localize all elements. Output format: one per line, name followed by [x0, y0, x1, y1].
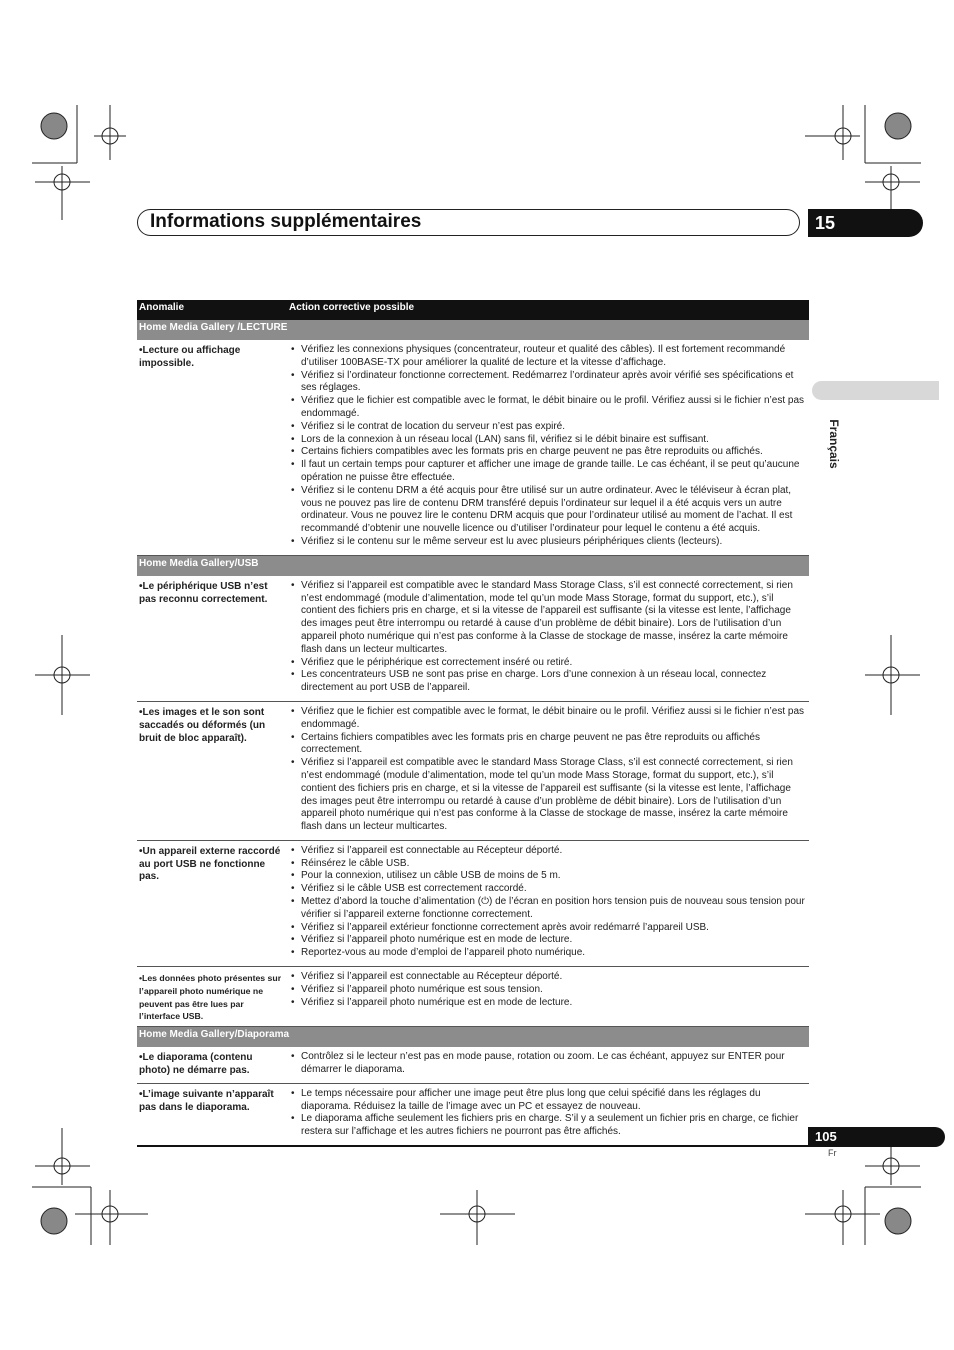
section-title: Home Media Gallery/USB	[137, 555, 809, 576]
table-row	[137, 967, 809, 1027]
table-section-header	[137, 555, 809, 576]
action-list	[289, 706, 807, 834]
problem-cell: •L’image suivante n’apparaît pas dans le diaporama.	[137, 1083, 287, 1146]
column-header-problem: Anomalie	[137, 300, 287, 320]
action-item: • Il faut un certain temps pour capturer et afficher une image de grande taille. Le cas échéant, il se peut qu’aucune opération ne puisse être effectuée.	[301, 459, 807, 485]
action-item: • Vérifiez si le câble USB est correctement raccordé.	[301, 883, 807, 896]
chapter-number: 15	[815, 213, 836, 233]
problem-cell: •Un appareil externe raccordé au port USB ne fonctionne pas.	[137, 840, 287, 966]
action-item: • Le diaporama affiche seulement les fichiers pris en charge. S’il y a seulement un fichier pris en charge, ce fichier restera sur l’affichage et les autres fichiers ne pourront pas être affichés.	[301, 1113, 807, 1139]
table-section-header	[137, 1027, 809, 1048]
table-row	[137, 576, 809, 702]
action-item: • Certains fichiers compatibles avec les formats pris en charge peuvent ne pas être reproduits ou affichés.	[301, 446, 807, 459]
action-item: • Vérifiez que le fichier est compatible avec le format, le débit binaire ou le profil. Vérifiez aussi si le fichier n’est pas endommagé.	[301, 395, 807, 421]
action-item: • Vérifiez si l’appareil photo numérique est sous tension.	[301, 984, 807, 997]
action-cell	[287, 1047, 809, 1083]
problem-cell: •Le périphérique USB n’est pas reconnu correctement.	[137, 576, 287, 702]
action-item: • Vérifiez si l’appareil photo numérique est en mode de lecture.	[301, 997, 807, 1010]
section-title: Home Media Gallery/Diaporama	[137, 1027, 809, 1048]
action-item: • Vérifiez si l’ordinateur fonctionne correctement. Redémarrez l’ordinateur après avoir vérifié ses spécifications et ses réglages.	[301, 370, 807, 396]
action-item: • Vérifiez si l’appareil est compatible avec le standard Mass Storage Class, s’il est connecté correctement, si rien n’est endommagé (module d’alimentation, mode tel qu’un mode Mass Storage, format du support, etc.), s’il contient des fichiers pris en charge, et si la vitesse de l’appareil est suffisante (si la vitesse est lente, l’affichage des images peut être interrompu ou retardé à cause d’un problème de débit binaire). Lors de l’utilisation d’un appareil photo numérique qui n’est pas conforme à la Classe de stockage de masse, insérez la carte mémoire flash dans un lecteur multicartes.	[301, 757, 807, 834]
action-item: • Réinsérez le câble USB.	[301, 858, 807, 871]
action-list	[289, 1088, 807, 1139]
section-title: Home Media Gallery /LECTURE	[137, 320, 809, 340]
column-header-action: Action corrective possible	[287, 300, 809, 320]
language-label: Français	[827, 419, 841, 469]
action-item: • Mettez d’abord la touche d’alimentation (⏻) de l’écran en position hors tension puis de nouveau sous tension pour vérifier si l’appareil externe fonctionne correctement.	[301, 896, 807, 922]
action-item: • Le temps nécessaire pour afficher une image peut être plus long que celui spécifié dans les réglages du diaporama. Réduisez la taille de l’image avec un PC et essayez de nouveau.	[301, 1088, 807, 1114]
action-item: • Pour la connexion, utilisez un câble USB de moins de 5 m.	[301, 870, 807, 883]
action-cell	[287, 967, 809, 1027]
action-list	[289, 971, 807, 1009]
action-item: • Vérifiez si l’appareil photo numérique est en mode de lecture.	[301, 934, 807, 947]
action-cell	[287, 340, 809, 555]
table-row	[137, 340, 809, 555]
action-item: • Vérifiez si l’appareil est connectable au Récepteur déporté.	[301, 845, 807, 858]
action-item: • Vérifiez les connexions physiques (concentrateur, routeur et qualité des câbles). Il est fortement recommandé d’utiliser 100BASE-TX pour améliorer la qualité de lecture et la vitesse d’affichage.	[301, 344, 807, 370]
table-section-header	[137, 320, 809, 340]
action-item: • Certains fichiers compatibles avec les formats pris en charge peuvent ne pas être reproduits ou affichés correctement.	[301, 732, 807, 758]
action-cell	[287, 1083, 809, 1146]
problem-cell: •Les images et le son sont saccadés ou déformés (un bruit de bloc apparaît).	[137, 701, 287, 840]
page-number: 105	[815, 1129, 837, 1144]
action-item: • Les concentrateurs USB ne sont pas prise en charge. Lors d’une connexion à un réseau local, connectez directement au port USB de l’appareil.	[301, 669, 807, 695]
action-list	[289, 344, 807, 549]
action-item: • Lors de la connexion à un réseau local (LAN) sans fil, vérifiez si le débit binaire est suffisant.	[301, 434, 807, 447]
action-item: • Vérifiez que le périphérique est correctement inséré ou retiré.	[301, 657, 807, 670]
action-item: • Vérifiez si l’appareil est connectable au Récepteur déporté.	[301, 971, 807, 984]
language-tab	[812, 381, 939, 400]
table-row	[137, 840, 809, 966]
action-item: • Vérifiez si le contenu DRM a été acquis pour être utilisé sur un autre ordinateur. Avec le téléviseur à écran plat, vous ne pouvez pas lire de contenu DRM transféré depuis l’ordinateur sur lequel il a été acquis vers un autre ordinateur. Vous ne pouvez lire le contenu DRM acquis que pour l’ordinateur utilisé au moment de l’achat. Il est recommandé d’obtenir une nouvelle licence ou d’utiliser l’ordinateur pour lequel le contenu a été acquis.	[301, 485, 807, 536]
table-row	[137, 701, 809, 840]
troubleshooting-table	[137, 300, 809, 1147]
page-language-code: Fr	[828, 1148, 837, 1158]
table-row	[137, 1047, 809, 1083]
action-item: • Vérifiez si le contrat de location du serveur n’est pas expiré.	[301, 421, 807, 434]
action-list	[289, 580, 807, 695]
action-list	[289, 1051, 807, 1077]
action-list	[289, 845, 807, 960]
action-cell	[287, 576, 809, 702]
action-cell	[287, 840, 809, 966]
page-title: Informations supplémentaires	[150, 211, 422, 232]
action-item: • Reportez-vous au mode d’emploi de l’appareil photo numérique.	[301, 947, 807, 960]
problem-cell: •Le diaporama (contenu photo) ne démarre pas.	[137, 1047, 287, 1083]
action-item: • Vérifiez si l’appareil est compatible avec le standard Mass Storage Class, s’il est connecté correctement, si rien n’est endommagé (module d’alimentation, mode tel qu’un mode Mass Storage, format du support, etc.), s’il contient des fichiers pris en charge, et si la vitesse de l’appareil est suffisante (si la vitesse est lente, l’affichage des images peut être interrompu ou retardé à cause d’un problème de débit binaire). Lors de l’utilisation d’un appareil photo numérique qui n’est pas conforme à la Classe de stockage de masse, insérez la carte mémoire flash dans un lecteur multicartes.	[301, 580, 807, 657]
action-item: • Vérifiez si le contenu sur le même serveur est lu avec plusieurs périphériques clients (lecteurs).	[301, 536, 807, 549]
problem-cell: •Lecture ou affichage impossible.	[137, 340, 287, 555]
table-header-row	[137, 300, 809, 320]
action-cell	[287, 701, 809, 840]
action-item: • Contrôlez si le lecteur n’est pas en mode pause, rotation ou zoom. Le cas échéant, appuyez sur ENTER pour démarrer le diaporama.	[301, 1051, 807, 1077]
action-item: • Vérifiez si l’appareil extérieur fonctionne correctement après avoir redémarré l’appareil USB.	[301, 922, 807, 935]
action-item: • Vérifiez que le fichier est compatible avec le format, le débit binaire ou le profil. Vérifiez aussi si le fichier n’est pas endommagé.	[301, 706, 807, 732]
problem-cell: •Les données photo présentes sur l’appareil photo numérique ne peuvent pas être lues par l’interface USB.	[137, 967, 287, 1027]
table-row	[137, 1083, 809, 1146]
